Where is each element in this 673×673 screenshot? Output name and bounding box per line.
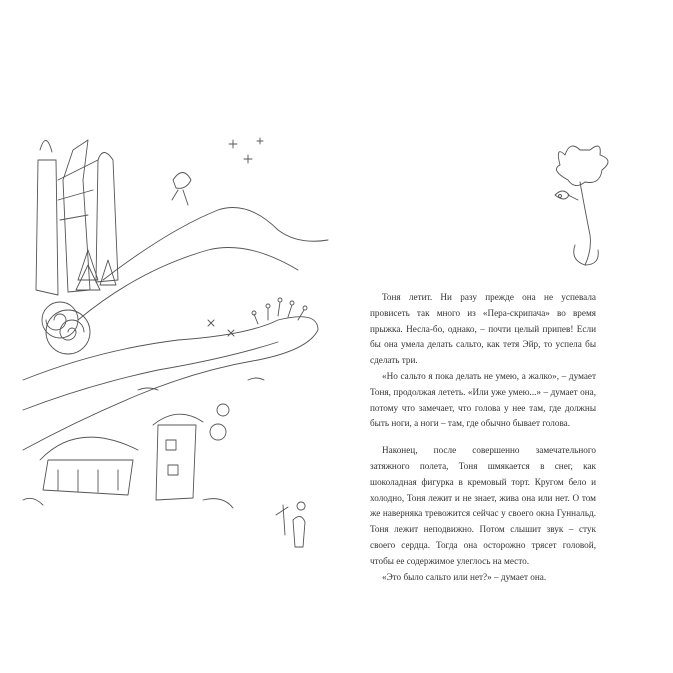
paragraph-4: «Это было сальто или нет?» – думает она. bbox=[382, 571, 547, 582]
paragraph-2: «Но сальто я пока делать не умею, а жалко», – думает Тоня, продолжая лететь. «Или уже умею...» – думает она, потому что замечает, что голова у нее там, где должны быть ноги, а ноги – там, где обычно бывает голова. bbox=[370, 370, 596, 429]
paragraph-3: Наконец, после совершенно замечательного затяжного полета, Тоня шмякается в снег, как шоколадная фигурка в кремовый торт. Кругом бело и холодно, Тоня лежит и не знает, жива она или нет. О том же наверняка тревожится сейчас у своего окна Гуннальд. Тоня лежит неподвижно. Потом слышит звук – стук своего сердца. Тогда она осторожно трясет головой, чтобы ее содержимое улеглось на место. bbox=[370, 445, 596, 566]
story-text bbox=[370, 290, 596, 585]
flower-illustration bbox=[530, 140, 640, 275]
winter-landscape-illustration bbox=[18, 120, 338, 560]
paragraph-1: Тоня летит. Ни разу прежде она не успевала провисеть так много из «Пера-скрипача» во время прыжка. Несла-бо, однако, – почти целый припев! Если бы она умела делать сальто, как тетя Эйр, то успела бы сделать три. bbox=[370, 292, 596, 366]
